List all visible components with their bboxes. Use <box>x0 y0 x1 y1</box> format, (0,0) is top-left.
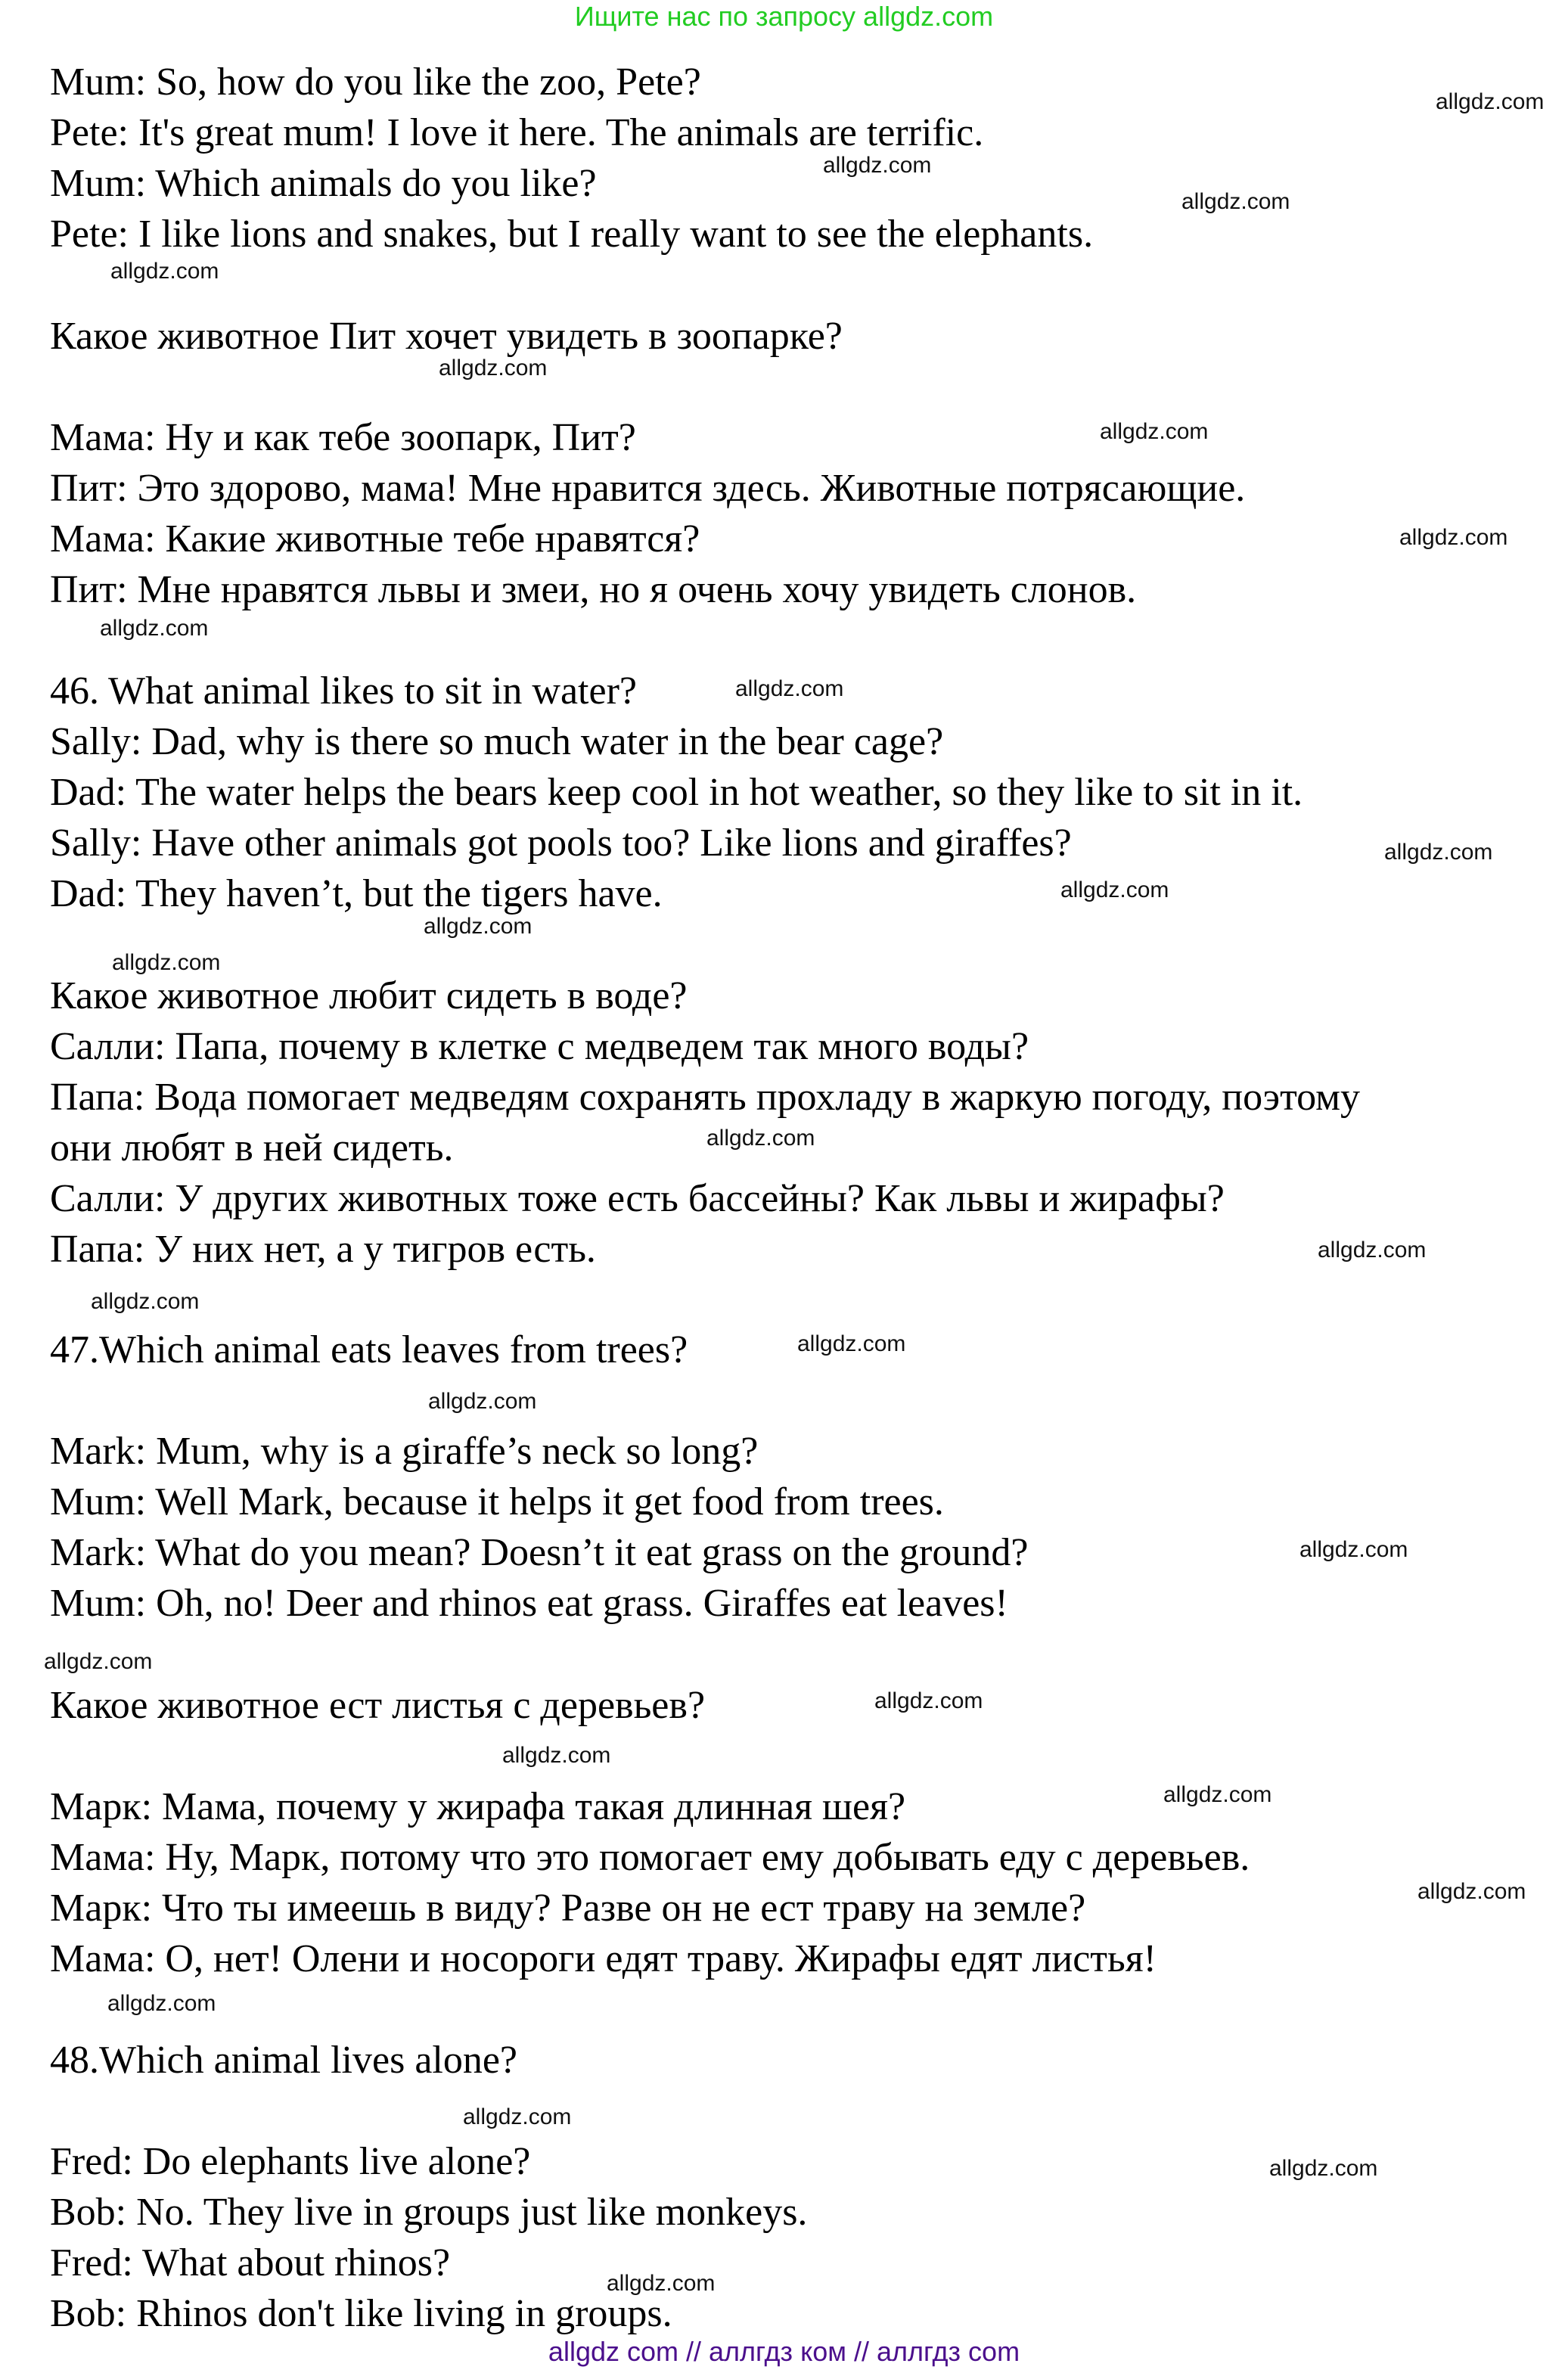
dialogue-line: Пит: Это здорово, мама! Мне нравится здесь. Животные потрясающие. <box>50 467 1246 510</box>
watermark: allgdz.com <box>706 1126 815 1151</box>
watermark: allgdz.com <box>1417 1879 1526 1904</box>
dialogue-line: Mum: Oh, no! Deer and rhinos eat grass. Giraffes eat leaves! <box>50 1582 1008 1625</box>
question-heading: Какое животное Пит хочет увидеть в зоопарке? <box>50 315 843 358</box>
watermark: allgdz.com <box>1181 189 1290 214</box>
dialogue-line: Марк: Что ты имеешь в виду? Разве он не ест траву на земле? <box>50 1887 1086 1930</box>
dialogue-line: Mark: What do you mean? Doesn’t it eat grass on the ground? <box>50 1531 1029 1574</box>
dialogue-line: Mum: Well Mark, because it helps it get food from trees. <box>50 1480 944 1523</box>
dialogue-line: Пит: Мне нравятся львы и змеи, но я очень хочу увидеть слонов. <box>50 568 1137 611</box>
dialogue-line: Dad: They haven’t, but the tigers have. <box>50 872 663 915</box>
dialogue-line: Pete: I like lions and snakes, but I really want to see the elephants. <box>50 213 1094 256</box>
watermark: allgdz.com <box>91 1289 200 1314</box>
dialogue-line: Mum: Which animals do you like? <box>50 162 597 205</box>
dialogue-line: Мама: Ну и как тебе зоопарк, Пит? <box>50 416 636 459</box>
dialogue-line: Мама: Какие животные тебе нравятся? <box>50 517 700 561</box>
header-banner: Ищите нас по запросу allgdz.com <box>574 1 994 32</box>
dialogue-line: Папа: Вода помогает медведям сохранять прохладу в жаркую погоду, поэтому <box>50 1076 1361 1119</box>
dialogue-line: Mark: Mum, why is a giraffe’s neck so long? <box>50 1430 759 1473</box>
watermark: allgdz.com <box>112 950 221 975</box>
watermark: allgdz.com <box>1269 2156 1378 2181</box>
dialogue-line: Sally: Dad, why is there so much water in the bear cage? <box>50 720 944 763</box>
watermark: allgdz.com <box>44 1649 153 1674</box>
dialogue-line: Fred: What about rhinos? <box>50 2241 451 2284</box>
watermark: allgdz.com <box>424 914 532 939</box>
watermark: allgdz.com <box>823 153 932 178</box>
dialogue-line: Мама: Ну, Марк, потому что это помогает ему добывать еду с деревьев. <box>50 1836 1250 1879</box>
watermark: allgdz.com <box>1436 89 1545 114</box>
watermark: allgdz.com <box>1299 1537 1408 1562</box>
watermark: allgdz.com <box>439 356 548 380</box>
dialogue-line: они любят в ней сидеть. <box>50 1126 454 1169</box>
dialogue-line: Bob: Rhinos don't like living in groups. <box>50 2292 672 2335</box>
watermark: allgdz.com <box>110 259 219 284</box>
watermark: allgdz.com <box>502 1743 611 1768</box>
watermark: allgdz.com <box>1060 877 1169 902</box>
watermark: allgdz.com <box>1384 840 1493 865</box>
question-heading: 48.Which animal lives alone? <box>50 2039 518 2082</box>
question-heading: Какое животное любит сидеть в воде? <box>50 974 688 1017</box>
watermark: allgdz.com <box>463 2104 572 2129</box>
question-heading: 47.Which animal eats leaves from trees? <box>50 1328 688 1371</box>
dialogue-line: Папа: У них нет, а у тигров есть. <box>50 1228 596 1271</box>
dialogue-line: Dad: The water helps the bears keep cool in hot weather, so they like to sit in it. <box>50 771 1303 814</box>
dialogue-line: Pete: It's great mum! I love it here. The animals are terrific. <box>50 111 984 154</box>
watermark: allgdz.com <box>1399 525 1508 550</box>
dialogue-line: Bob: No. They live in groups just like monkeys. <box>50 2191 808 2234</box>
watermark: allgdz.com <box>1100 419 1209 444</box>
dialogue-line: Салли: У других животных тоже есть бассейны? Как львы и жирафы? <box>50 1177 1225 1220</box>
watermark: allgdz.com <box>428 1389 537 1414</box>
dialogue-line: Марк: Мама, почему у жирафа такая длинная шея? <box>50 1785 906 1828</box>
dialogue-line: Салли: Папа, почему в клетке с медведем так много воды? <box>50 1025 1029 1068</box>
watermark: allgdz.com <box>735 676 844 701</box>
question-heading: 46. What animal likes to sit in water? <box>50 669 637 713</box>
dialogue-line: Mum: So, how do you like the zoo, Pete? <box>50 61 701 104</box>
watermark: allgdz.com <box>797 1331 906 1356</box>
watermark: allgdz.com <box>100 616 209 641</box>
question-heading: Какое животное ест листья с деревьев? <box>50 1684 706 1727</box>
dialogue-line: Sally: Have other animals got pools too? Like lions and giraffes? <box>50 822 1072 865</box>
watermark: allgdz.com <box>1318 1238 1427 1263</box>
watermark: allgdz.com <box>874 1688 983 1713</box>
watermark: allgdz.com <box>1163 1782 1272 1807</box>
watermark: allgdz.com <box>107 1991 216 2016</box>
dialogue-line: Мама: О, нет! Олени и носороги едят траву. Жирафы едят листья! <box>50 1937 1157 1980</box>
watermark: allgdz.com <box>607 2271 716 2296</box>
dialogue-line: Fred: Do elephants live alone? <box>50 2140 531 2183</box>
footer-banner: allgdz com // аллгдз ком // аллгдз com <box>548 2336 1020 2367</box>
